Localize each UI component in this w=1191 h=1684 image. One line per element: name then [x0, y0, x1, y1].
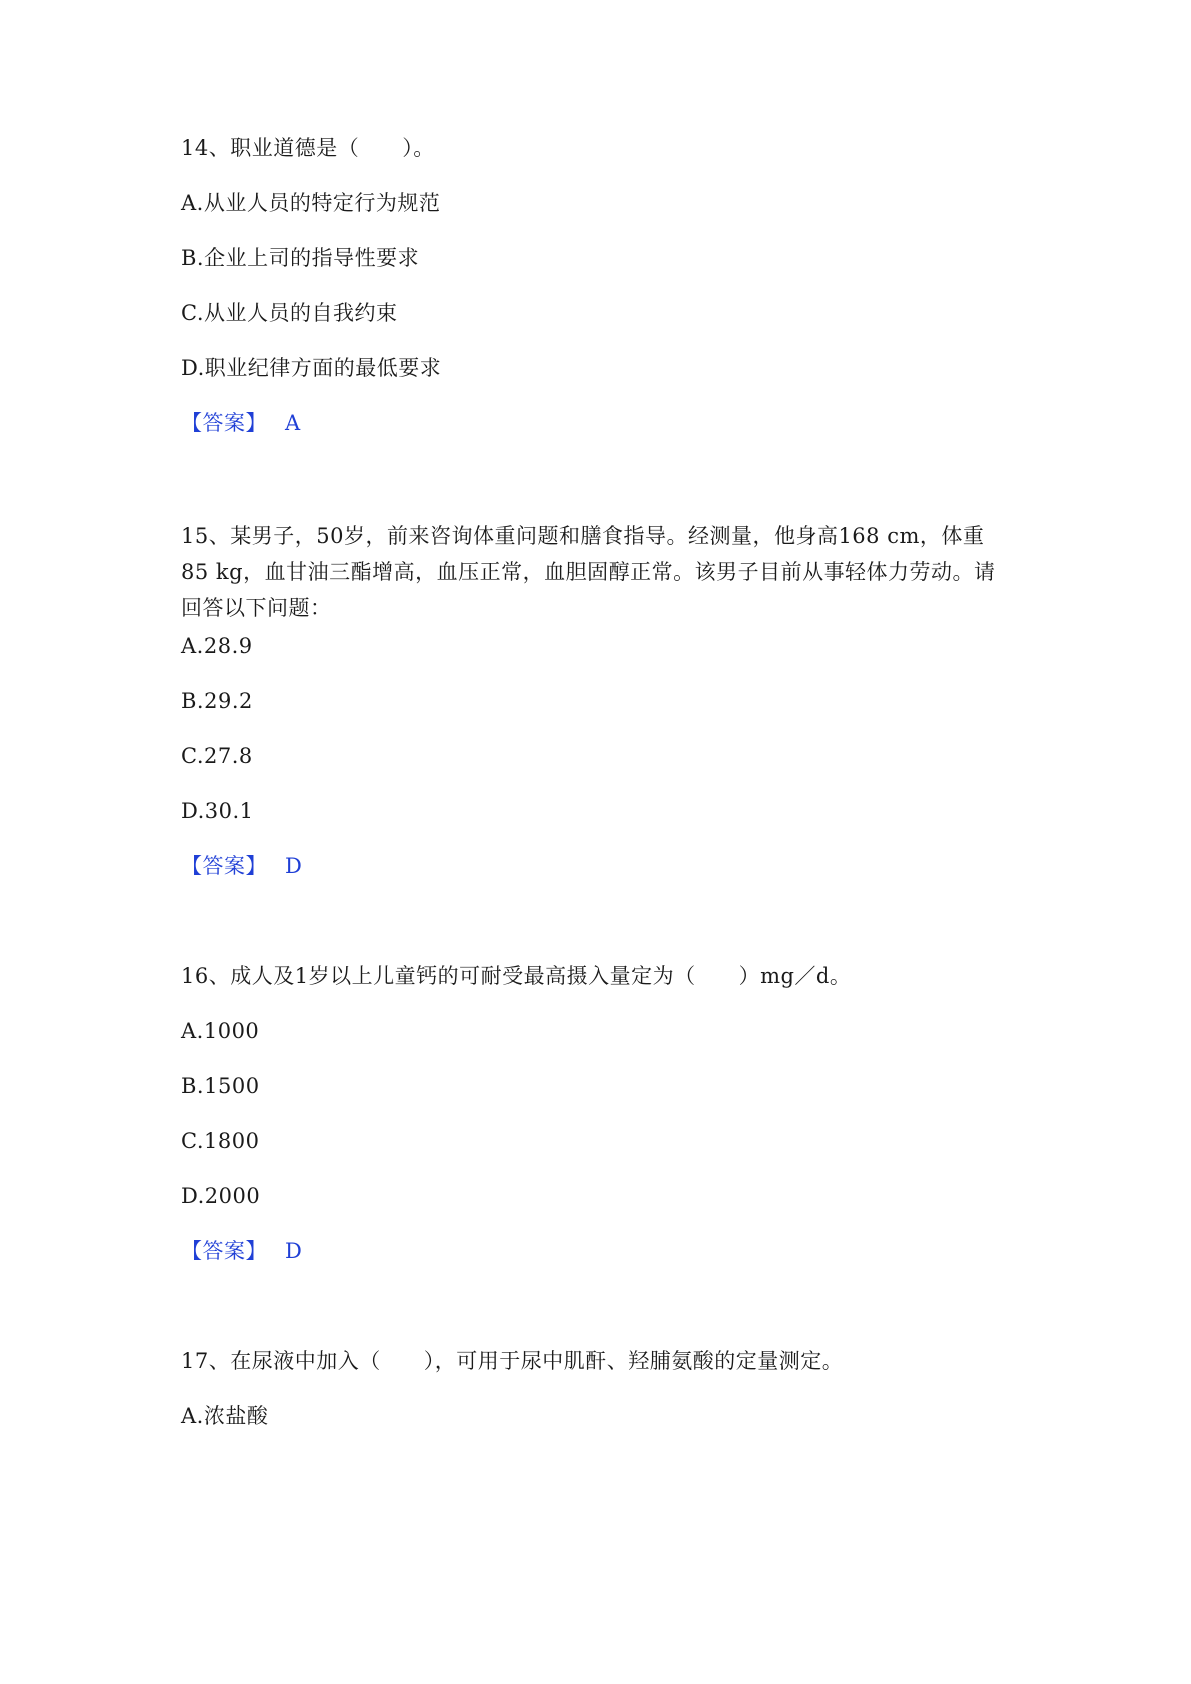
question-14-option-b: B.企业上司的指导性要求	[181, 246, 420, 270]
question-15-option-d: D.30.1	[181, 799, 254, 823]
question-15-option-c: C.27.8	[181, 744, 253, 768]
answer-value: D	[285, 1239, 303, 1263]
question-15-answer	[181, 851, 302, 881]
question-14-option-d: D.职业纪律方面的最低要求	[181, 356, 442, 380]
question-17-option-a: A.浓盐酸	[181, 1404, 269, 1428]
question-14-option-c: C.从业人员的自我约束	[181, 301, 398, 325]
question-15-option-b: B.29.2	[181, 689, 253, 713]
question-15-stem: 15、某男子，50岁，前来咨询体重问题和膳食指导。经测量，他身高168 cm，体重85 kg，血甘油三酯增高，血压正常，血胆固醇正常。该男子目前从事轻体力劳动。请回答以下问题：	[181, 524, 996, 620]
question-14-answer	[181, 408, 301, 438]
answer-label: 【答案】	[181, 411, 267, 435]
question-14-option-a: A.从业人员的特定行为规范	[181, 191, 441, 215]
question-15-option-a: A.28.9	[181, 634, 253, 658]
question-16-answer	[181, 1236, 302, 1266]
question-14-stem: 14、职业道德是（ ）。	[181, 136, 435, 160]
question-16-option-d: D.2000	[181, 1184, 261, 1208]
question-16-stem: 16、成人及1岁以上儿童钙的可耐受最高摄入量定为（ ）mg／d。	[181, 964, 852, 988]
answer-value: A	[285, 411, 301, 435]
question-16-option-a: A.1000	[181, 1019, 260, 1043]
question-17-stem: 17、在尿液中加入（ ），可用于尿中肌酐、羟脯氨酸的定量测定。	[181, 1349, 844, 1373]
question-16-option-b: B.1500	[181, 1074, 260, 1098]
answer-label: 【答案】	[181, 854, 267, 878]
answer-label: 【答案】	[181, 1239, 267, 1263]
question-16-option-c: C.1800	[181, 1129, 260, 1153]
answer-value: D	[285, 854, 303, 878]
